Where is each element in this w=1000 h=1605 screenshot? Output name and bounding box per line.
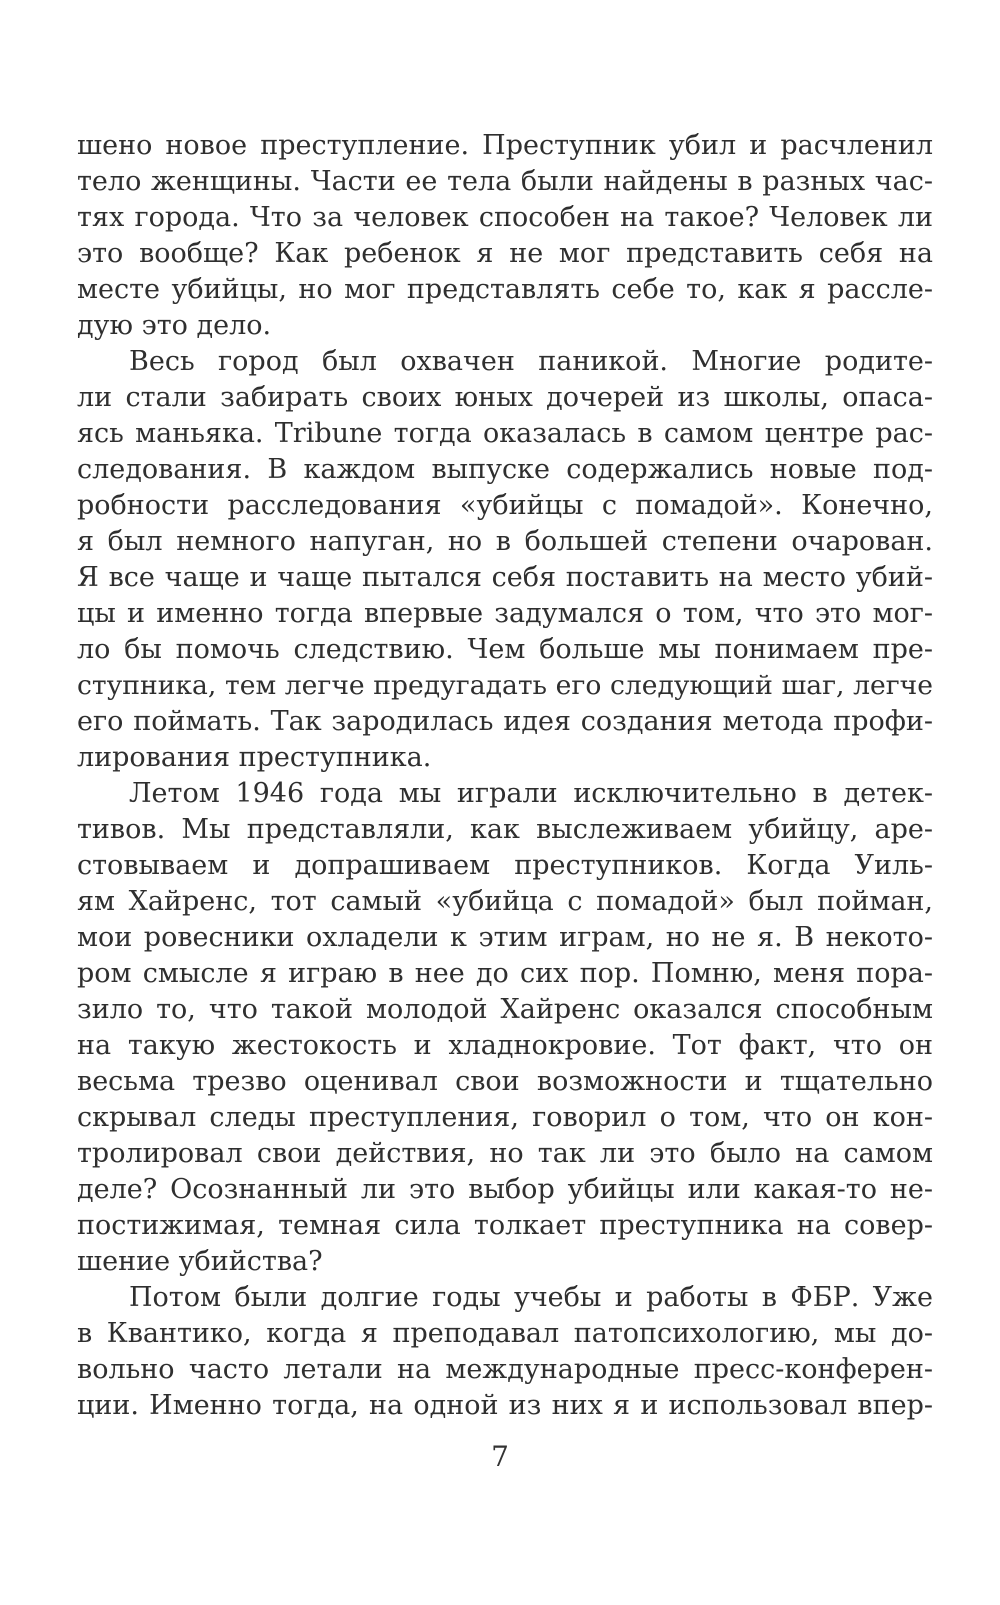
- text-line: ло бы помочь следствию. Чем больше мы понимаем пре-: [77, 634, 933, 665]
- text-line: лирования преступника.: [77, 742, 432, 773]
- text-line: Весь город был охвачен паникой. Многие родите-: [129, 346, 933, 377]
- body-text: [77, 128, 933, 1424]
- text-line: ром смысле я играю в нее до сих пор. Помню, меня пора-: [77, 958, 933, 989]
- text-line: я был немного напуган, но в большей степени очарован.: [77, 526, 933, 557]
- text-line: вольно часто летали на международные пресс-конферен-: [77, 1354, 933, 1385]
- text-line: на такую жестокость и хладнокровие. Тот факт, что он: [77, 1030, 933, 1061]
- text-line: ступника, тем легче предугадать его следующий шаг, легче: [77, 670, 933, 701]
- text-line: тролировал свои действия, но так ли это было на самом: [77, 1138, 933, 1169]
- text-line: мои ровесники охладели к этим играм, но не я. В некото-: [77, 922, 933, 953]
- text-line: ли стали забирать своих юных дочерей из школы, опаса-: [77, 382, 933, 413]
- text-line: стовываем и допрашиваем преступников. Когда Уиль-: [77, 850, 933, 881]
- text-line: дую это дело.: [77, 310, 272, 341]
- text-line: тело женщины. Части ее тела были найдены в разных час-: [77, 166, 933, 197]
- text-line: тях города. Что за человек способен на такое? Человек ли: [77, 202, 933, 233]
- text-line: Потом были долгие годы учебы и работы в ФБР. Уже: [129, 1282, 933, 1313]
- text-line: робности расследования «убийцы с помадой». Конечно,: [77, 490, 933, 521]
- text-line: Летом 1946 года мы играли исключительно в детек-: [129, 778, 933, 809]
- text-line: зило то, что такой молодой Хайренс оказался способным: [77, 994, 933, 1025]
- page-number: 7: [491, 1440, 509, 1473]
- text-line: это вообще? Как ребенок я не мог представить себя на: [77, 238, 933, 269]
- text-line: месте убийцы, но мог представлять себе то, как я рассле-: [77, 274, 933, 305]
- text-line: тивов. Мы представляли, как выслеживаем убийцу, аре-: [77, 814, 933, 845]
- text-line: в Квантико, когда я преподавал патопсихологию, мы до-: [77, 1318, 933, 1349]
- text-line: шено новое преступление. Преступник убил и расчленил: [77, 130, 933, 161]
- text-line: деле? Осознанный ли это выбор убийцы или какая-то не-: [77, 1174, 933, 1205]
- text-line: его поймать. Так зародилась идея создания метода профи-: [77, 706, 933, 737]
- text-line: шение убийства?: [77, 1246, 323, 1277]
- text-line: постижимая, темная сила толкает преступника на совер-: [77, 1210, 933, 1241]
- text-line: Я все чаще и чаще пытался себя поставить на место убий-: [77, 562, 933, 593]
- text-line: ции. Именно тогда, на одной из них я и использовал впер-: [77, 1390, 933, 1421]
- text-line: цы и именно тогда впервые задумался о том, что это мог-: [77, 598, 933, 629]
- text-line: скрывал следы преступления, говорил о том, что он кон-: [77, 1102, 933, 1133]
- text-line: ям Хайренс, тот самый «убийца с помадой» был пойман,: [77, 886, 933, 917]
- text-line: весьма трезво оценивал свои возможности и тщательно: [77, 1066, 933, 1097]
- text-line: ясь маньяка. Tribune тогда оказалась в самом центре рас-: [77, 418, 933, 449]
- text-line: следования. В каждом выпуске содержались новые под-: [77, 454, 933, 485]
